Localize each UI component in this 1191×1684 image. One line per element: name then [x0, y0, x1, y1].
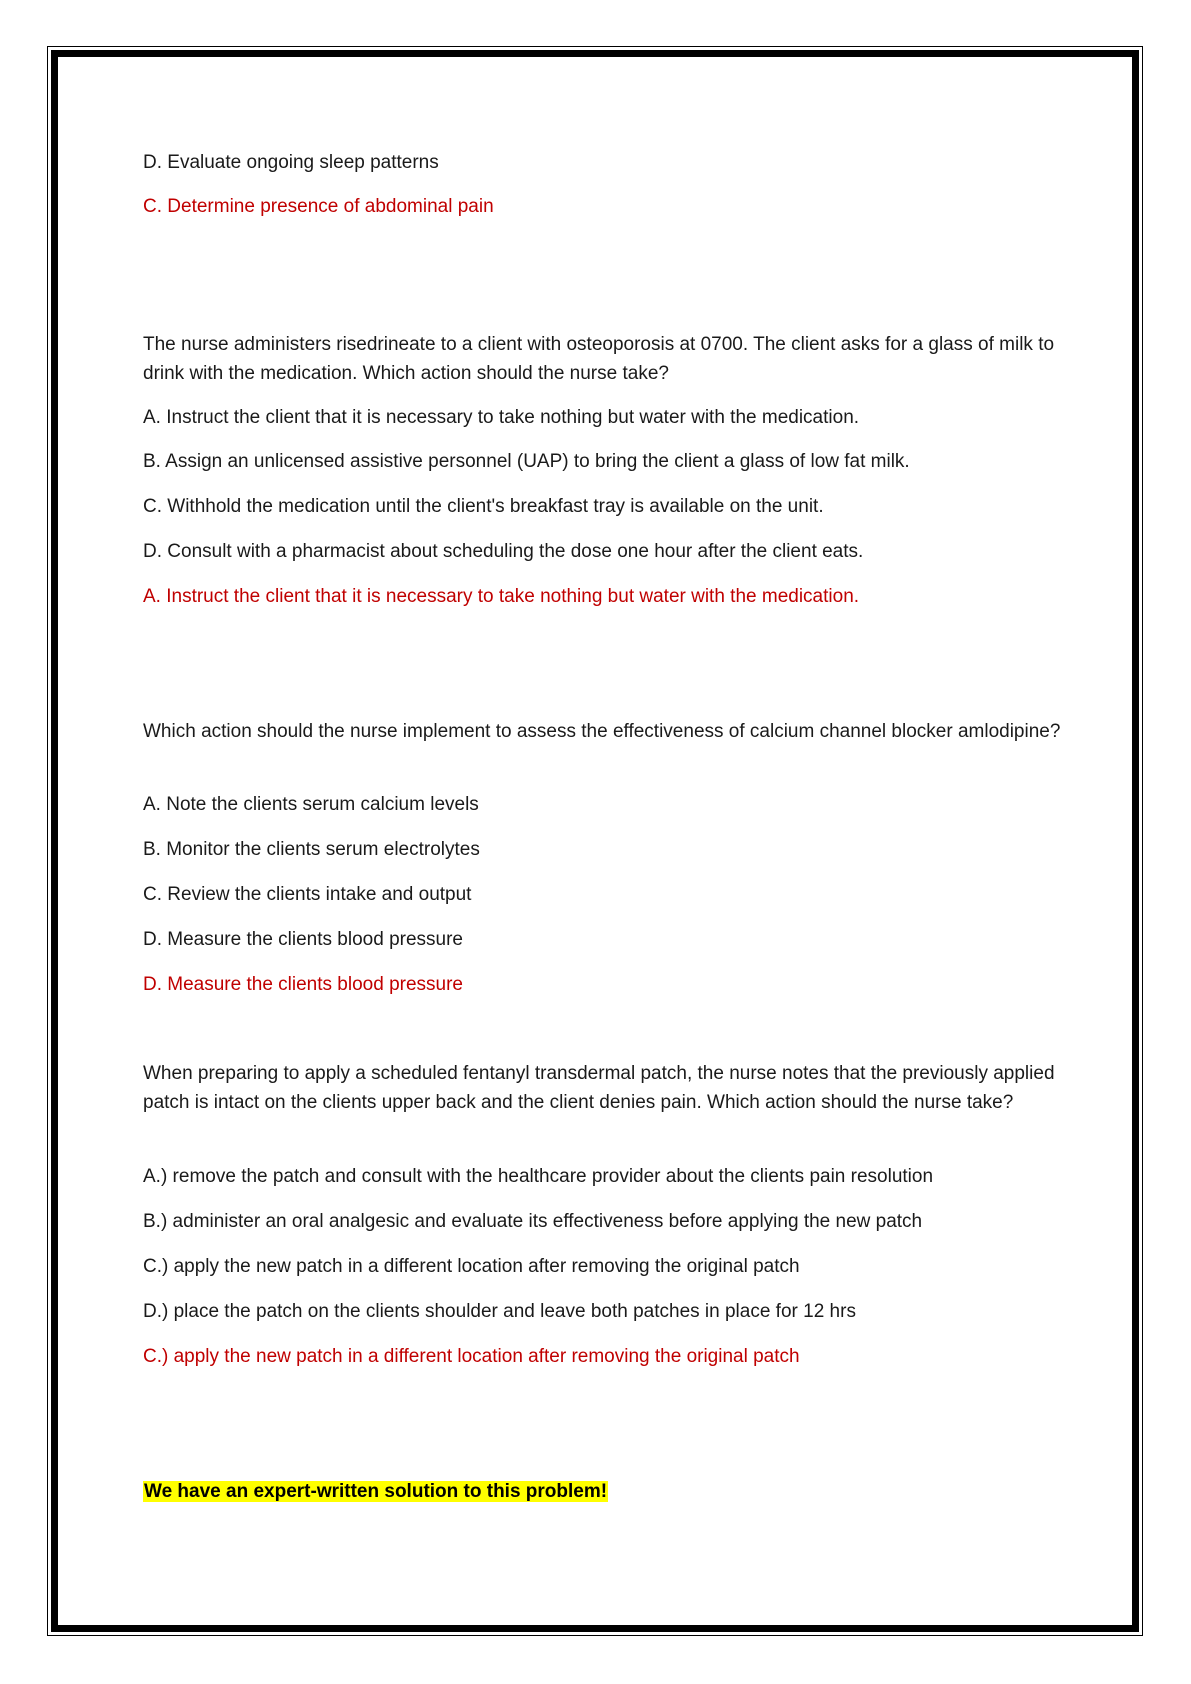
q3-option-a: A.) remove the patch and consult with the healthcare provider about the clients pain resolution	[143, 1166, 934, 1187]
expert-solution-highlight: We have an expert-written solution to this problem!	[144, 1481, 608, 1502]
q1-option-d: D. Consult with a pharmacist about scheduling the dose one hour after the client eats.	[143, 541, 864, 562]
q0-answer: C. Determine presence of abdominal pain	[143, 196, 494, 217]
q2-question: Which action should the nurse implement to assess the effectiveness of calcium channel blocker amlodipine?	[143, 721, 1061, 742]
promo-line	[143, 1477, 608, 1506]
q1-answer: A. Instruct the client that it is necessary to take nothing but water with the medication.	[143, 586, 860, 607]
q2-option-b: B. Monitor the clients serum electrolytes	[143, 839, 480, 860]
q2-option-c: C. Review the clients intake and output	[143, 884, 472, 905]
q1-option-a: A. Instruct the client that it is necessary to take nothing but water with the medication.	[143, 407, 860, 428]
q2-option-a: A. Note the clients serum calcium levels	[143, 794, 479, 815]
q2-option-d: D. Measure the clients blood pressure	[143, 929, 463, 950]
q2-answer: D. Measure the clients blood pressure	[143, 974, 463, 995]
q0-option-d: D. Evaluate ongoing sleep patterns	[143, 152, 439, 173]
q1-question: The nurse administers risedrineate to a client with osteoporosis at 0700. The client asks for a glass of milk to drink with the medication. Which action should the nurse take?	[143, 334, 1055, 384]
q3-option-d: D.) place the patch on the clients shoulder and leave both patches in place for 12 hrs	[143, 1301, 856, 1322]
q3-question: When preparing to apply a scheduled fentanyl transdermal patch, the nurse notes that the previously applied patch is intact on the clients upper back and the client denies pain. Which action should the nurse take?	[143, 1063, 1055, 1113]
q1-option-c: C. Withhold the medication until the client's breakfast tray is available on the unit.	[143, 496, 824, 517]
q1-option-b: B. Assign an unlicensed assistive personnel (UAP) to bring the client a glass of low fat milk.	[143, 451, 910, 472]
q3-option-b: B.) administer an oral analgesic and evaluate its effectiveness before applying the new patch	[143, 1211, 923, 1232]
q3-option-c: C.) apply the new patch in a different location after removing the original patch	[143, 1256, 800, 1277]
q3-answer: C.) apply the new patch in a different location after removing the original patch	[143, 1346, 800, 1367]
